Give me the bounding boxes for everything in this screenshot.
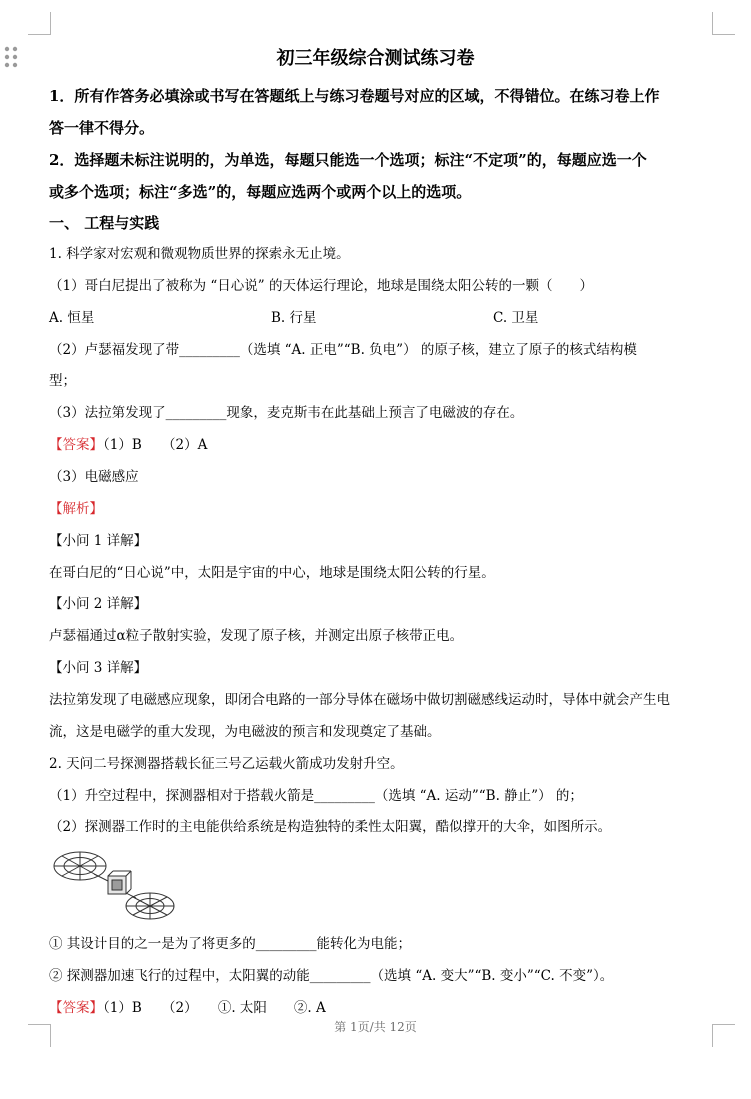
page-title: 初三年级综合测试练习卷 — [276, 48, 475, 69]
crop-mark-top-right — [712, 12, 735, 35]
q2-part1: （1）升空过程中，探测器相对于搭载火箭是_________（选填 “A. 运动”“B. 静止”） 的； — [49, 788, 583, 804]
q1-stem: 1. 科学家对宏观和微观物质世界的探索永无止境。 — [49, 246, 350, 262]
section-heading: 一、 工程与实践 — [49, 214, 160, 232]
q1-part1: （1）哥白尼提出了被称为 “日心说” 的天体运行理论，地球是围绕太阳公转的一颗（ ） — [49, 278, 593, 294]
instruction-line: 答一律不得分。 — [49, 119, 155, 137]
answer-tag: 【答案】 — [49, 437, 103, 453]
q1-option-b: B. 行星 — [271, 310, 317, 326]
sub2-heading: 【小问 2 详解】 — [49, 596, 148, 612]
crop-mark-top-left — [28, 12, 51, 35]
sub3-heading: 【小问 3 详解】 — [49, 660, 148, 676]
answer-text: （1）B （2） ①. 太阳 ②. A — [103, 1000, 326, 1016]
q1-option-a: A. 恒星 — [49, 310, 95, 326]
instruction-line: 或多个选项；标注“多选”的，每题应选两个或两个以上的选项。 — [49, 183, 472, 201]
q1-part2-cont: 型； — [49, 373, 76, 389]
sub1-heading: 【小问 1 详解】 — [49, 533, 148, 549]
probe-solar-wing-image — [50, 846, 178, 924]
q2-stem: 2. 天问二号探测器搭载长征三号乙运载火箭成功发射升空。 — [49, 756, 404, 772]
answer-tag: 【答案】 — [49, 1000, 103, 1016]
q2-part2: （2）探测器工作时的主电能供给系统是构造独特的柔性太阳翼，酷似撑开的大伞，如图所示。 — [49, 819, 612, 835]
q2-answer — [49, 998, 326, 1018]
sub2-text: 卢瑟福通过α粒子散射实验，发现了原子核，并测定出原子核带正电。 — [49, 628, 464, 644]
q2-item1: ① 其设计目的之一是为了将更多的_________能转化为电能； — [49, 936, 412, 952]
sub1-text: 在哥白尼的“日心说”中，太阳是宇宙的中心，地球是围绕太阳公转的行星。 — [49, 565, 495, 581]
instruction-line: 1．所有作答务必填涂或书写在答题纸上与练习卷题号对应的区域，不得错位。在练习卷上作 — [49, 87, 660, 105]
q1-part3: （3）法拉第发现了_________现象，麦克斯韦在此基础上预言了电磁波的存在。 — [49, 405, 524, 421]
q2-item2: ② 探测器加速飞行的过程中，太阳翼的动能_________（选填 “A. 变大”“B. 变小”“C. 不变”）。 — [49, 968, 614, 984]
analysis-tag: 【解析】 — [49, 501, 103, 517]
q1-option-c: C. 卫星 — [493, 310, 539, 326]
instruction-line: 2．选择题未标注说明的，为单选，每题只能选一个选项；标注“不定项”的，每题应选一个 — [49, 151, 647, 169]
page-footer: 第 1页/共 12页 — [334, 1020, 417, 1034]
sub3-text-cont: 流，这是电磁学的重大发现，为电磁波的预言和发现奠定了基础。 — [49, 724, 441, 740]
q1-part2: （2）卢瑟福发现了带_________（选填 “A. 正电”“B. 负电”） 的原子核，建立了原子的核式结构模 — [49, 342, 637, 358]
answer-text: （1）B （2）A — [103, 437, 208, 453]
sub3-text: 法拉第发现了电磁感应现象，即闭合电路的一部分导体在磁场中做切割磁感线运动时，导体中就会产生电 — [49, 692, 670, 708]
q1-answer-cont: （3）电磁感应 — [49, 469, 139, 485]
q1-answer — [49, 435, 207, 455]
